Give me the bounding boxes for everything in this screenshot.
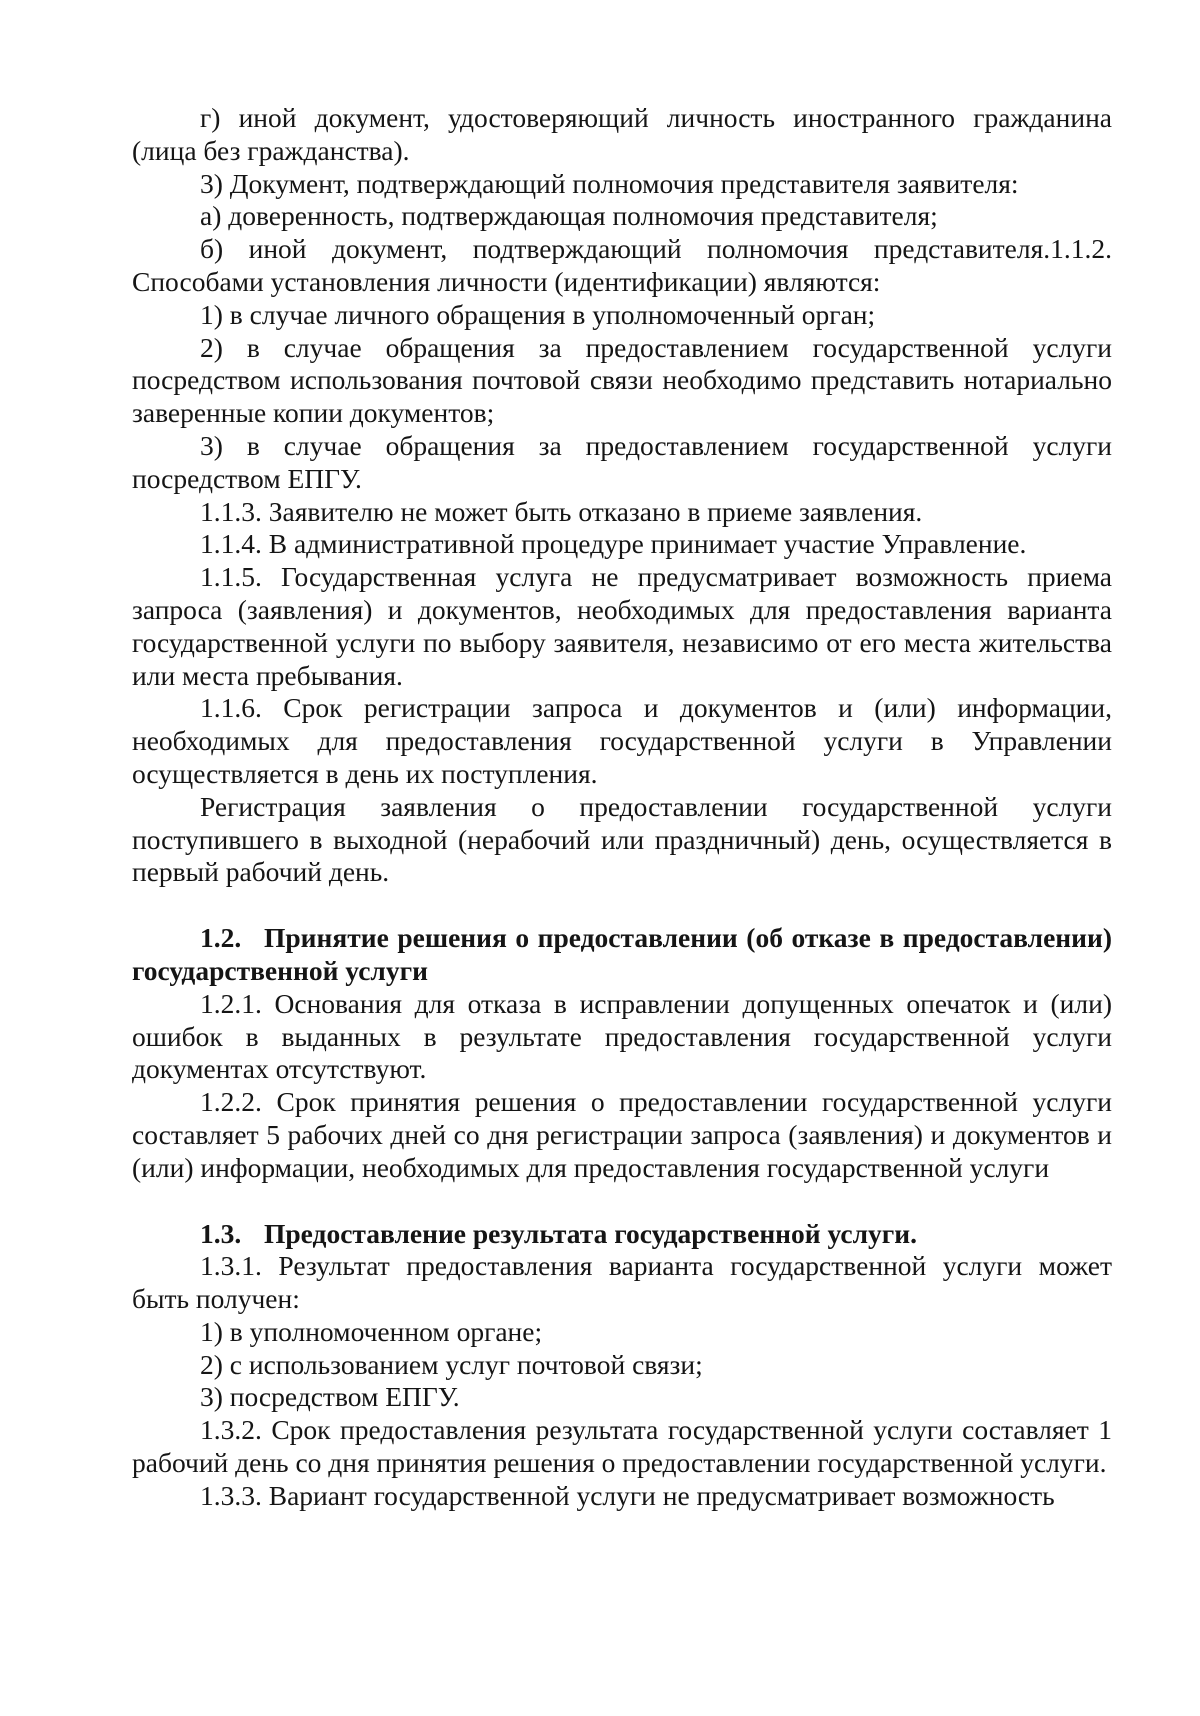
section-heading-1-3 <box>132 1218 1112 1251</box>
section-heading-1-2 <box>132 922 1112 988</box>
paragraph-1-1-3: 1.1.3. Заявителю не может быть отказано в приеме заявления. <box>200 495 923 527</box>
paragraph-representative-doc: 3) Документ, подтверждающий полномочия представителя заявителя: <box>200 167 1019 199</box>
paragraph-other-doc-identification: б) иной документ, подтверждающий полномочия представителя.1.1.2. Способами установления личности (идентификации) являются: <box>132 233 1112 297</box>
paragraph-1-2-1: 1.2.1. Основания для отказа в исправлении допущенных опечаток и (или) ошибок в выданных в результате предоставления государственной услуги документах отсутствуют. <box>132 987 1112 1085</box>
paragraph-result-authority: 1) в уполномоченном органе; <box>200 1315 543 1347</box>
paragraph-power-of-attorney: а) доверенность, подтверждающая полномочия представителя; <box>200 200 938 232</box>
paragraph-1-3-2: 1.3.2. Срок предоставления результата государственной услуги составляет 1 рабочий день со дня принятия решения о предоставлении государственной услуги. <box>132 1414 1112 1479</box>
paragraph-result-postal: 2) с использованием услуг почтовой связи; <box>200 1348 703 1380</box>
paragraph-registration: Регистрация заявления о предоставлении государственной услуги поступившего в выходной (нерабочий или праздничный) день, осуществляется в первый рабочий день. <box>132 790 1112 888</box>
paragraph-1-1-6: 1.1.6. Срок регистрации запроса и документов и (или) информации, необходимых для предоставления государственной услуги в Управлении осуществляется в день их поступления. <box>132 692 1112 789</box>
section-title: Принятие решения о предоставлении (об отказе в предоставлении) государственной услуги <box>132 922 1112 986</box>
paragraph-epgu: 3) в случае обращения за предоставлением государственной услуги посредством ЕПГУ. <box>132 429 1112 494</box>
section-number: 1.2. <box>200 922 242 954</box>
section-number: 1.3. <box>200 1217 242 1249</box>
paragraph-personal-visit: 1) в случае личного обращения в уполномоченный орган; <box>200 298 876 330</box>
paragraph-1-1-5: 1.1.5. Государственная услуга не предусматривает возможность приема запроса (заявления) и документов, необходимых для предоставления варианта государственной услуги по выбору заявителя, независимо от его места жительства или места пребывания. <box>132 561 1112 691</box>
paragraph-1-3-1: 1.3.1. Результат предоставления варианта государственной услуги может быть получен: <box>132 1250 1112 1315</box>
section-title: Предоставление результата государственной услуги. <box>264 1217 917 1249</box>
paragraph-postal: 2) в случае обращения за предоставлением государственной услуги посредством использования почтовой связи необходимо представить нотариально заверенные копии документов; <box>132 331 1112 429</box>
paragraph-result-epgu: 3) посредством ЕПГУ. <box>200 1381 460 1413</box>
paragraph-1-2-2: 1.2.2. Срок принятия решения о предоставлении государственной услуги составляет 5 рабочих дней со дня регистрации запроса (заявления) и документов и (или) информации, необходимых для предоставления государственной услуги <box>132 1086 1112 1183</box>
paragraph-foreign-id: г) иной документ, удостоверяющий личность иностранного гражданина (лица без гражданства). <box>132 102 1112 166</box>
paragraph-1-1-4: 1.1.4. В административной процедуре принимает участие Управление. <box>200 528 1027 560</box>
document-body <box>132 102 1112 1513</box>
paragraph-1-3-3: 1.3.3. Вариант государственной услуги не предусматривает возможность <box>200 1479 1055 1511</box>
